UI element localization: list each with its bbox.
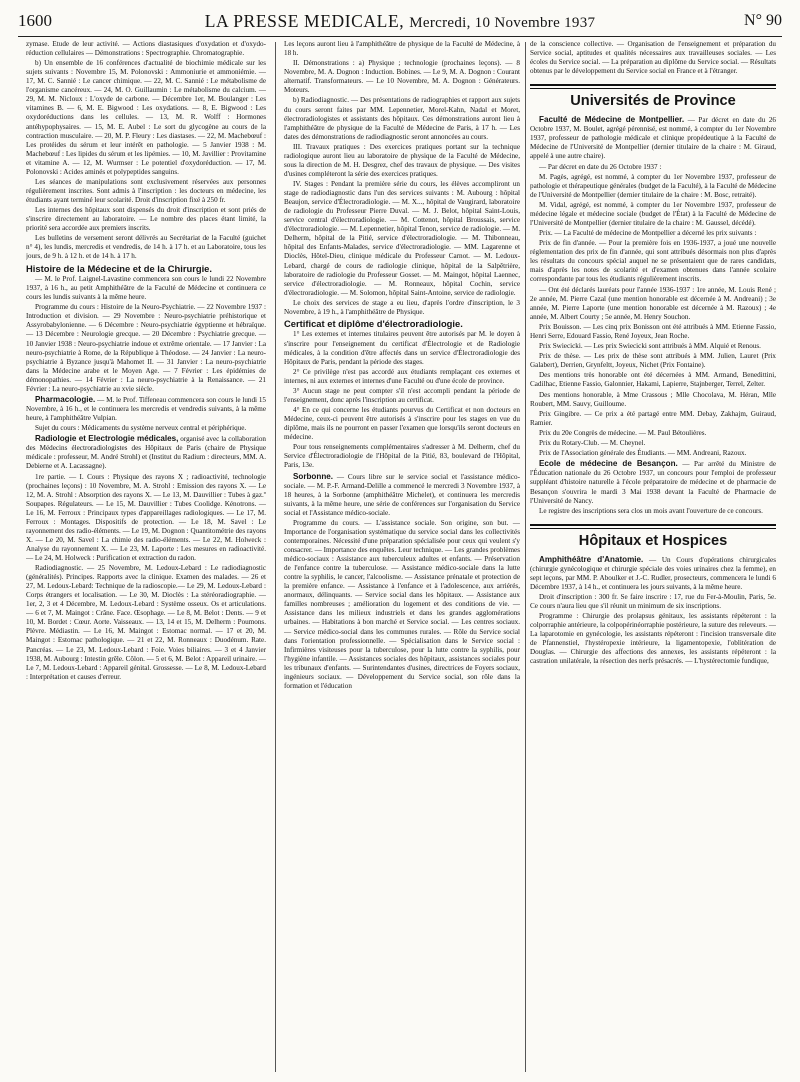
paragraph: Programme du cours. — L'assistance sociale. Son origine, son but. — Importance de l'organisation systématique du service social dans les collectivités contemporaines. Nécessité d'une préparation spécialisée pour ceux qui veulent s'y consacrer. — Importance des enquêtes. Leur technique. — Les grandes problèmes médico-sociaux : Assistance aux tuberculeux adultes et enfants. — Préservation de l'enfance contre la tuberculose. — Assistance médico-sociale dans la lutte contre la syphilis, le cancer, l'alcoolisme. — Assistance prénatale et protection de la première enfance. — Assistance à l'enfance et à l'adolescence, aux arriérés, anormaux, délinquants. — Service social dans les hôpitaux. — Assistance aux familles nombreuses ; amélioration du logement et des conditions de vie. — Assistance dans les milieux industriels et dans les grandes agglomérations urbaines. — Habitations à bon marché et Service social. — Les centres sociaux. — Service médico-social dans les communes rurales. — Rôle du Service social dans l'orientation professionnelle. — Spécialisation dans le Service social : Infirmières visiteuses pour la tuberculose, pour la lutte contre la syphilis, pour l'hygiène infantile. — Assistances sociales des hôpitaux, assistances sociales pour les tribunaux d'enfants. — Surintendantes d'usines, directrices de Foyers sociaux, ingénieurs sociaux. — Développement du Service social, son rôle dans la formation et l'éducation bbox=[284, 518, 520, 690]
issue-number: N° 90 bbox=[744, 12, 782, 29]
paragraph: Prix de thèse. — Les prix de thèse sont attribués à MM. Julien, Lauret (Prix Galabert), Derrien, Grynfeltt, Joyeux, Nichet (Prix Fontaine). bbox=[530, 352, 776, 370]
journal-title: LA PRESSE MEDICALE, bbox=[204, 10, 405, 31]
paragraph: M. Pagès, agrégé, est nommé, à compter du 1er Novembre 1937, professeur de pathologie et thérapeutique générales (budget de la Faculté), à la Faculté de Médecine de l'Université de Montpellier (dernier titulaire de la chaire : M. Bosc, retraité). bbox=[530, 172, 776, 199]
paragraph-text: — Un Cours d'opérations chirurgicales (chirurgie gynécologique et chirurgie spéciale des voies urinaires chez la femme), en sept leçons, par MM. P. Aboulker et J.-C. Rudler, prosecteurs, commencera le lundi 6 Décembre 1937, à 14 h., et continuera les jours suivants, à la même heure. bbox=[530, 555, 776, 591]
masthead bbox=[18, 6, 782, 37]
section-heading-montpellier: Faculté de Médecine de Montpellier. bbox=[539, 115, 685, 125]
paragraph: b) Radiodiagnostic. — Des présentations de radiographies et rapport aux sujets du cours seront faites par MM. Lepennetier, Morel-Kahn, Nadal et Moret, électroradiologistes et assistants des hôpitaux. Ces démonstrations auront lieu à l'amphithéâtre de physique de la Faculté de Médecine de Paris, à 17 h. — Les dates des démonstrations de radiodiagnostic seront annoncées au cours. bbox=[284, 96, 520, 141]
paragraph: Le choix des services de stage a eu lieu, d'après l'ordre d'inscription, le 3 Novembre, à 19 h., à l'amphithéâtre de Physique. bbox=[284, 298, 520, 316]
paragraph: Prix Gingibre. — Ce prix a été partagé entre MM. Debay, Zakhajm, Guiraud, Ramier. bbox=[530, 409, 776, 427]
paragraph: Droit d'inscription : 300 fr. Se faire inscrire : 17, rue du Fer-à-Moulin, Paris, 5e. Ce cours n'aura lieu que s'il réunit un minimum de six inscriptions. bbox=[530, 593, 776, 611]
paragraph-text: — M. le Prof. Tiffeneau commencera son cours le lundi 15 Novembre, à 16 h., et le continuera les mercredis et vendredis suivants, à la même heure, à l'amphithéâtre Vulpian. bbox=[26, 395, 266, 422]
section-heading-radiologie: Radiologie et Electrologie médicales, bbox=[35, 434, 179, 444]
paragraph: Prix de l'Association générale des Étudiants. — MM. Andreani, Razoux. bbox=[539, 449, 747, 458]
paragraph: Programme : Chirurgie des prolapsus génitaux, les assistants répéteront : la colporraphie antérieure, la colpopérinéorraphie postérieure, la suture des releveurs. — La laparotomie en gynécologie, les assistants répéteront : l'incision transversale dite de Pfannenstiel, l'hystéropexie intérieure, la ligamentopexie, l'oblitération de Douglas. — Chirurgie des affections des annexes, les assistants répéteront : la castration unilatérale, la résection des nerfs présacrés. — L'hystérectomie fundique, bbox=[530, 612, 776, 666]
paragraph-text: organisé avec la collaboration des Médecins électroradiologistes des Hôpitaux de Paris (chaire de Physique médicale : professeur, M. André Strohl) et (Institut du Radium : directeurs, MM. A. Debierne et A. Lacassagne). bbox=[26, 435, 266, 471]
paragraph: Radiodiagnostic. — 25 Novembre, M. Ledoux-Lebard : Le radiodiagnostic (généralités). Principes. Rapports avec la clinique. Examen des malades. — 26 et 27, M. Ledoux-Lebard: Technique de la radioscopie.— Le 29, M. Ledoux-Lebard : Corps étrangers et localisation. — Le 30, M. Dioclès : La stéréoradiographie. — 1er, 2, 3 et 4 Décembre, M. Ledoux-Lebard : Système osseux. Os et articulations. — 6 et 7, M. Maingot : Crâne. Face. Œsophage. — Le 8, M. Belot : Dents. — 9 et 10, M. Bordet : Cœur. Aorte. Vaisseaux. — 13, 14 et 15, M. Delherm : Poumons. Plèvre. Médiastin. — Le 16, M. Maingot : Estomac normal. — 17 et 20, M. Maingot : Estomac pathologique. — 21 et 22, M. Ronneaux : Duodénum. Rate. Pancréas. — Le 23, M. Ledoux-Lebard : Foie. Voies biliaires. — 3 et 4 Janvier 1938, M. Aubourg : Intestin grêle. Côlon. — 5 et 6, M. Belot : Appareil urinaire. — Le 7, M. Ledoux-Lebard : Appareil génital. Grossesse. — Le 8, M. Ledoux-Lebard : Interprétation et causes d'erreur. bbox=[26, 564, 266, 681]
section-heading-certificat: Certificat et diplôme d'électroradiologie. bbox=[284, 318, 463, 330]
paragraph: Le registre des inscriptions sera clos un mois avant l'ouverture de ce concours. bbox=[539, 506, 763, 515]
paragraph bbox=[284, 472, 520, 518]
paragraph bbox=[530, 115, 776, 161]
paragraph: de la conscience collective. — Organisation de l'enseignement et préparation du Service social, aptitudes et qualités nécessaires aux travailleuses sociales. — Les écoles du Service social. — La préparation au diplôme du Service social. — Résultats obtenus par le développement du Service social en France et à l'étranger. bbox=[530, 40, 776, 76]
column-2 bbox=[284, 40, 520, 1076]
paragraph: Prix Swiecicki. — Les prix Swiecicki sont attribués à MM. Alquié et Renous. bbox=[539, 342, 761, 351]
paragraph: M. Vidal, agrégé, est nommé, à compter du 1er Novembre 1937, professeur de médecine légale et médecine sociale (budget de l'État) à la Faculté de Médecine de l'Université de Montpellier (dernier titulaire de la chaire : M. Gaussel, décédé). bbox=[530, 200, 776, 227]
paragraph: Prix du 20e Congrès de médecine. — M. Paul Bétoulières. bbox=[539, 428, 707, 437]
paragraph-text: — Par décret en date du 26 Octobre 1937, M. Boulet, agrégé pérennisé, est nommé, à compter du 1er Novembre 1937, professeur de pathologie médicale et clinique propédeutique à la Faculté de Médecine de l'Université de Montpellier (dernier titulaire de la chaire : M. Giraud, appelé à une autre chaire). bbox=[530, 116, 776, 161]
running-title bbox=[98, 11, 702, 32]
section-heading-anatomie: Amphithéâtre d'Anatomie. bbox=[539, 554, 644, 564]
paragraph: Sujet du cours : Médicaments du système nerveux central et périphérique. bbox=[35, 424, 247, 433]
paragraph: II. Démonstrations : a) Physique ; technologie (prochaines leçons). — 8 Novembre, M. A. Dognon : Induction. Bobines. — Le 9, M. A. Dognon : Courant alternatif. Transformateurs. — Le 10 Novembre, M. A. Dognon : Générateurs. Moteurs. bbox=[284, 59, 520, 95]
section-heading-sorbonne: Sorbonne. bbox=[293, 471, 334, 481]
paragraph-text: — Par arrêté du Ministre de l'Éducation nationale du 26 Octobre 1937, un concours pour l'emploi de professeur suppléant d'histoire naturelle à l'école préparatoire de médecine et de pharmacie de Besançon s'ouvrira le mardi 3 Mai 1938 devant la Faculté de Pharmacie de l'Université de Nancy. bbox=[530, 460, 776, 505]
section-heading-histoire: Histoire de la Médecine et de la Chirurgie. bbox=[26, 262, 212, 274]
paragraph: Programme du cours : Histoire de la Neuro-Psychiatrie. — 22 Novembre 1937 : Introduction et division. — 29 Novembre : Neuro-psychiatrie préhistorique et Assyrobabylonienne. — 6 Décembre : Neuro-psychiatrie égyptienne et hébraïque. — 13 Décembre : Neurologie grecque. — 20 Décembre : Psychiatrie grecque. — 10 Janvier 1938 : Neuro-psychiatrie indoue et extrême orientale. — 17 Janvier : La neuro-psychiatrie à Rome, de la République à Théodose. — 24 Janvier : La neuro-psychiatrie à Byzance jusqu'à Mahomet II. — 31 Janvier : La neuro-psychiatrie dans la Médecine arabe et le Moyen Age. — 7 Février : Les épidémies de démonopathies. — 14 Février : La neuro-psychiatrie à la Renaissance. — 21 Février : La neuro-psychiatrie au xvie siècle. bbox=[26, 303, 266, 393]
section-title-hopitaux: Hôpitaux et Hospices bbox=[578, 532, 728, 549]
paragraph bbox=[26, 395, 266, 423]
paragraph: III. Travaux pratiques : Des exercices pratiques portant sur la technique radiologique auront lieu au laboratoire de physique de la Faculté de Médecine, sous la direction de M. H. Desgrez, chef des travaux de physique. — Des visites d'usines compléteront la série des exercices pratiques. bbox=[284, 142, 520, 178]
paragraph: Les leçons auront lieu à l'amphithéâtre de physique de la Faculté de Médecine, à 18 h. bbox=[284, 40, 520, 58]
paragraph bbox=[530, 459, 776, 505]
paragraph: Pour tous renseignements complémentaires s'adresser à M. Delherm, chef du Service d'Électroradiologie de l'Hôpital de la Pitié, 83, boulevard de l'Hôpital, Paris, 13e. bbox=[284, 443, 520, 470]
paragraph: IV. Stages : Pendant la première série du cours, les élèves accompliront un stage de radiodiagnostic dans l'un des services suivants : M. Aubourg : hôpital Beaujon, service d'Électroradiologie. — M. X..., hôpital de Vaugirard, laboratoire de radiologie du Professeur Pierre Duval. — M. J. Belot, hôpital Saint-Louis, service central d'électroradiologie. — M. Cottenot, hôpital Broussais, service d'électroradiologie. — M. Lepennetier, hôpital Tenon, service de radiologie. — M. Delherm, hôpital de la Pitié, service d'électroradiologie. — M. Thibonneau, hôpital des Enfants-Malades, service d'électroradiologie. — MM. Lagarenne et Dioclès, Hôtel-Dieu, clinique médicale du Professeur Carnot. — M. Ledoux-Lebard, chargé de cours de radiologie clinique, hôpital de la Salpêtrière, laboratoire de radiologie du Professeur Gosset. — M. Maingot, hôpital Laennec, service d'électroradiologie. — M. Ronneaux, hôpital Cochin, service d'électroradiologie. — M. Solomon, hôpital Saint-Antoine, service de radiologie. bbox=[284, 180, 520, 297]
paragraph: Les internes des hôpitaux sont dispensés du droit d'inscription et sont priés de s'inscrire directement au laboratoire. — Le nombre des places étant limité, la priorité sera accordée aux premiers inscrits. bbox=[26, 206, 266, 233]
section-title-universites: Universités de Province bbox=[570, 93, 736, 110]
section-heading-pharmacologie: Pharmacologie. bbox=[35, 394, 96, 404]
paragraph: Des mentions honorable, à Mme Crassous ; Mlle Chocolava, M. Héran, Mlle Roubert, MM. Sauvy, Guilloume. bbox=[530, 390, 776, 408]
paragraph: 2° Ce privilège n'est pas accordé aux étudiants remplaçant ces externes et internes, ni aux externes et internes d'une Faculté ou d'une école de province. bbox=[284, 367, 520, 385]
paragraph: Prix. — La Faculté de médecine de Montpellier a décerné les prix suivants : bbox=[539, 229, 757, 238]
paragraph: 3° Aucun stage ne peut compter s'il n'est accompli pendant la période de l'enseignement, donc après l'inscription au certificat. bbox=[284, 386, 520, 404]
page-number: 1600 bbox=[18, 11, 52, 30]
column-rule bbox=[525, 42, 526, 1072]
paragraph: 4° En ce qui concerne les étudiants pourvus du Certificat et non docteurs en Médecine, ceux-ci peuvent être autorisés à s'inscrire pour les stages en vue du diplôme, mais ils ne pourront en passer l'examen que lorsqu'ils seront docteurs en médecine. bbox=[284, 406, 520, 442]
section-divider bbox=[530, 524, 776, 529]
column-1 bbox=[26, 40, 266, 1076]
paragraph: Prix Bouisson. — Les cinq prix Bonisson ont été attribués à MM. Etienne Fassio, Henri Serre, Edouard Fassio, René Joyeux, Jean Roche. bbox=[530, 322, 776, 340]
paragraph: Prix de fin d'année. — Pour la première fois en 1936-1937, a joué une nouvelle réglementation des prix de fin d'année, qui sont attribués désormais non plus d'après les résultats du concours spécial auquel ne se présentaient que de rares candidats, mais d'après les notes de scolarité et d'examen obtenues dans l'année scolaire correspondante par tous les étudiants régulièrement inscrits. bbox=[530, 239, 776, 284]
paragraph: — Ont été déclarés lauréats pour l'année 1936-1937 : 1re année, M. Louis René ; 2e année, M. Pierre Cazal (une mention honorable est décernée à M. Andreani) ; 3e année, M. Pierre Laporte (une mention honorable est décernée à M. Razoux) ; 4e année, M. Albert Courty ; 5e année, M. Henry Souchon. bbox=[530, 285, 776, 321]
paragraph: Prix du Rotary-Club. — M. Cheynel. bbox=[539, 439, 646, 448]
paragraph: 1re partie. — I. Cours : Physique des rayons X ; radioactivité, technologie (prochaines leçons) : 10 Novembre, M. A. Strohl : Emission des rayons X. — Le 12, M. A. Strohl : Absorption des rayons X. — Le 13, M. Dauvillier : Tubes à gaz.º Soupapes. Régulateurs. — Le 15, M. Dauvillier : Tubes Coolidge. Kénotrons. — Le 16, M. Ferroux : Principaux types d'appareillages radiologiques. — Le 17, M. Ferroux : Montages. Dispositifs de protection. — Le 18, M. Savel : Le rayonnement des radio-éléments. — Le 19, M. Dognon : Quantitométrie des rayons X. — Le 20, M. Savel : La chimie des radio-éléments. — Le 22, M. Holweck : Analyse du rayonnement X. — Le 23, M. Laporte : Les mesures en radioactivité. — Le 24, M. Holweck : Purification et extraction du radon. bbox=[26, 472, 266, 562]
paragraph: — M. le Prof. Laignel-Lavastine commencera son cours le lundi 22 Novembre 1937, à 16 h., au petit Amphithéâtre de la Faculté de Médecine et continuera ce cours les lundis suivants à la même heure. bbox=[26, 275, 266, 302]
paragraph: Les séances de manipulations sont exclusivement réservées aux personnes régulièrement inscrites. Sont admis à l'inscription : les docteurs en médecine, les étudiants ayant terminé leur scolarité. Droit d'inscription fixé à 250 fr. bbox=[26, 177, 266, 204]
section-heading-besancon: Ecole de médecine de Besançon. bbox=[539, 459, 678, 469]
paragraph-text: — Cours libre sur le service social et l'assistance médico-sociale. — M. P.-F. Armand-Delille a commencé le mercredi 3 Novembre 1937, à 18 heures, à la Sorbonne (amphithéâtre Michelet), et continuera les mercredis suivants, à la même heure, une série de conférences sur l'organisation du Service social et l'Assistance médico-sociale. bbox=[284, 472, 520, 517]
paragraph: zymase. Etude de leur activité. — Actions diastasiques d'oxydation et d'oxydo-réduction cellulaires — Démonstrations : Spectrographie. Chromatographie. bbox=[26, 40, 266, 58]
column-rule bbox=[275, 42, 276, 1072]
paragraph bbox=[26, 434, 266, 471]
issue-date: Mercredi, 10 Novembre 1937 bbox=[409, 14, 596, 31]
paragraph: — Par décret en date du 26 Octobre 1937 : bbox=[539, 162, 662, 171]
paragraph: 1° Les externes et internes titulaires peuvent être autorisés par M. le doyen à s'inscrire pour l'enseignement du certificat d'Électrologie et de Radiologie médicales, à la condition d'être affectés dans un service d'Électroradiologie des Hôpitaux de Paris, pendant la période des stages. bbox=[284, 330, 520, 366]
section-divider bbox=[530, 84, 776, 89]
column-3 bbox=[530, 40, 776, 1076]
paragraph: Des mentions très honorable ont été décernées à MM. Armand, Benedittini, Cadilhac, Etienne Fassio, Galonnier, Hakami, Lapierre, Stajnberger, Terrel, Zelter. bbox=[530, 371, 776, 389]
paragraph: b) Un ensemble de 16 conférences d'actualité de biochimie médicale sur les sujets suivants : Novembre 15, M. Polonovski : Ammoniurie et ammoniémie. — 17, M. C. Sannié : Le cancer chimique. — 22, M. C. Sannié : Le métabolisme de l'organisme cancéreux. — 24, M. O. Guillaumin : Le métabolisme du calcium. — 29, M. M. Nicloux : L'oxyde de carbone. — Décembre 1er, M. Boulanger : Les vitamines B. — 6, M. E. Bigwood : Les oxydations. — 8, E. Bigwood : Les oxydoréductions dans les cellules. — 13, M. R. Wolff : Hormones antéhypophysaires. — 15, M. E. Aubel : Le sort du glycogène au cours de la contraction musculaire. — 20, M. P. Fleury : Les diastases. — 22, M. Machebœuf : Les protéides du sérum et leur intérêt en pathologie. — 5 Janvier 1938 : M. Machebœuf : Les lipides du sérum et les lipémies. — 10, M. Javillier : Provitamine et vitamine A. — 12, M. Wurmser : Le potentiel d'oxydoréduction. — 17, M. Polonovski : Acides aminés et polypeptides sanguins. bbox=[26, 59, 266, 176]
paragraph: Les bulletins de versement seront délivrés au Secrétariat de la Faculté (guichet n° 4), les lundis, mercredis et vendredis, de 14 h. à 17 h. et au Laboratoire, tous les jours, de 9 h. à 12 h. et de 14 h. à 17 h. bbox=[26, 234, 266, 261]
paragraph bbox=[530, 555, 776, 592]
